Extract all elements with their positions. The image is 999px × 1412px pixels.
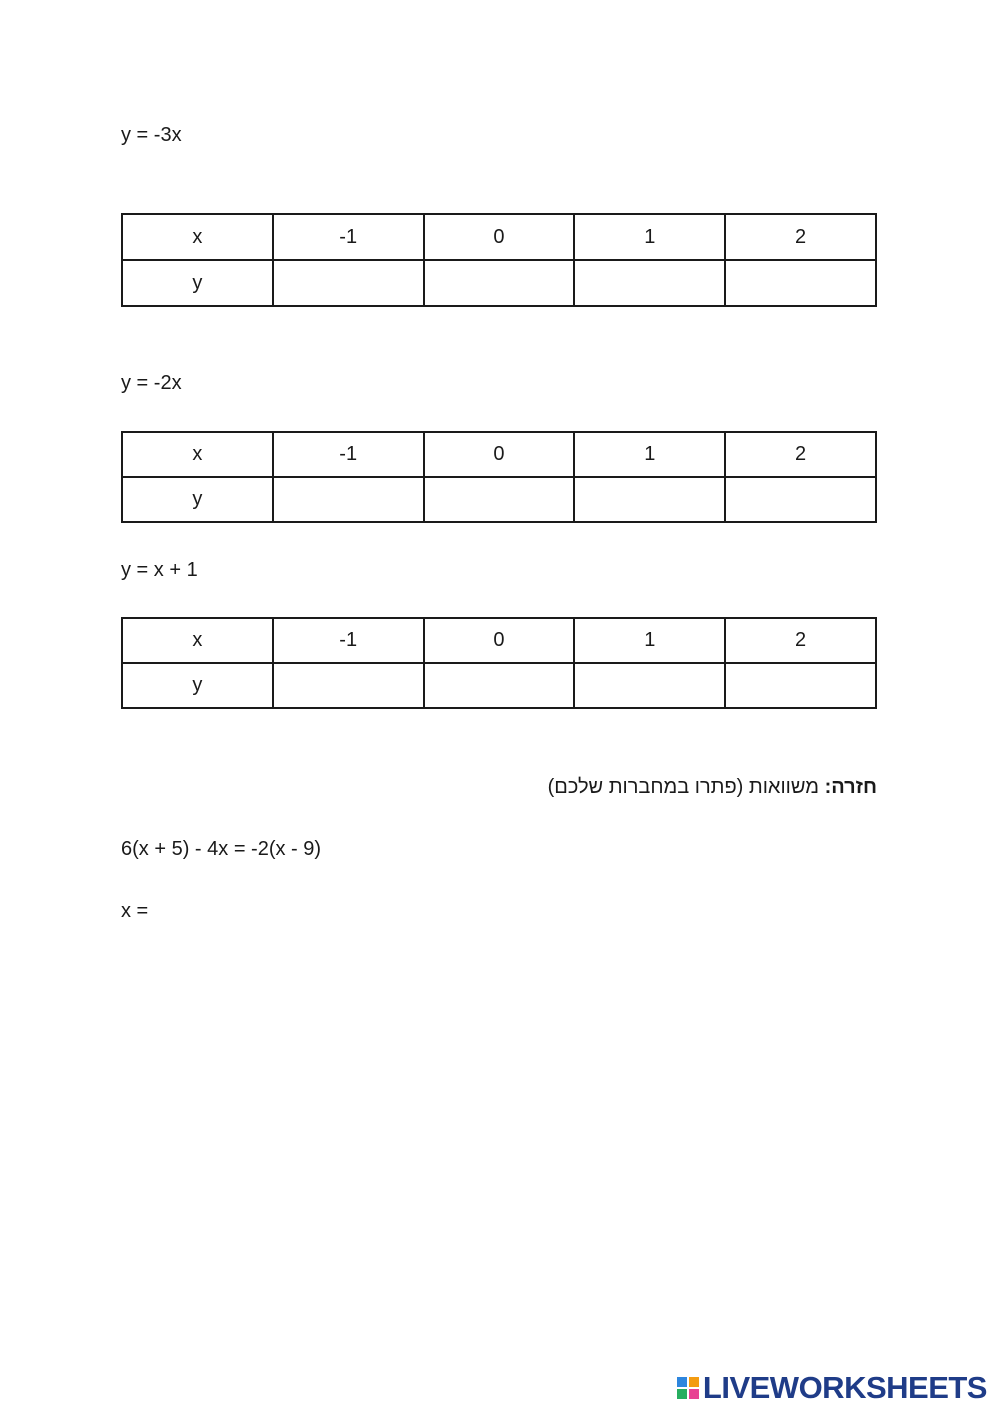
answer-cell[interactable] [273,260,424,306]
table-row-y [122,260,876,306]
answer-cell[interactable] [725,260,876,306]
table-cell: y [122,477,273,522]
equation-2-label: y = -2x [121,372,182,394]
table-cell: 2 [725,432,876,477]
problem-equation: 6(x + 5) - 4x = -2(x - 9) [121,838,322,860]
values-table-3 [121,617,877,709]
table-cell: -1 [273,214,424,260]
answer-cell[interactable] [273,663,424,708]
table-cell: 1 [574,618,725,663]
answer-cell[interactable] [424,663,575,708]
brand-name: LIVEWORKSHEETS [702,1370,987,1405]
answer-cell[interactable] [574,663,725,708]
table-cell: x [122,618,273,663]
answer-cell[interactable] [725,477,876,522]
table-row-x [122,618,876,663]
table-cell: 0 [424,618,575,663]
values-table-1 [121,213,877,307]
table-cell: x [122,214,273,260]
table-cell: 1 [574,432,725,477]
table-row-x [122,214,876,260]
answer-cell[interactable] [574,260,725,306]
review-label: חזרה: [824,776,877,798]
answer-cell[interactable] [424,260,575,306]
table-row-x [122,432,876,477]
table-cell: -1 [273,432,424,477]
table-row-y [122,663,876,708]
table-cell: 2 [725,618,876,663]
answer-cell[interactable] [424,477,575,522]
answer-label: x = [121,900,149,922]
equation-1-label: y = -3x [121,124,182,146]
table-cell: x [122,432,273,477]
brand-watermark [676,1372,987,1404]
answer-cell[interactable] [273,477,424,522]
equation-3-label: y = x + 1 [121,559,198,581]
table-cell: 2 [725,214,876,260]
review-heading [121,775,877,799]
answer-cell[interactable] [725,663,876,708]
table-cell: y [122,260,273,306]
table-cell: y [122,663,273,708]
table-cell: 0 [424,214,575,260]
table-cell: 0 [424,432,575,477]
liveworksheets-logo-icon [676,1376,700,1400]
answer-cell[interactable] [574,477,725,522]
table-cell: 1 [574,214,725,260]
review-text: משוואות (פתרו במחברות שלכם) [547,776,820,798]
table-row-y [122,477,876,522]
table-cell: -1 [273,618,424,663]
values-table-2 [121,431,877,523]
